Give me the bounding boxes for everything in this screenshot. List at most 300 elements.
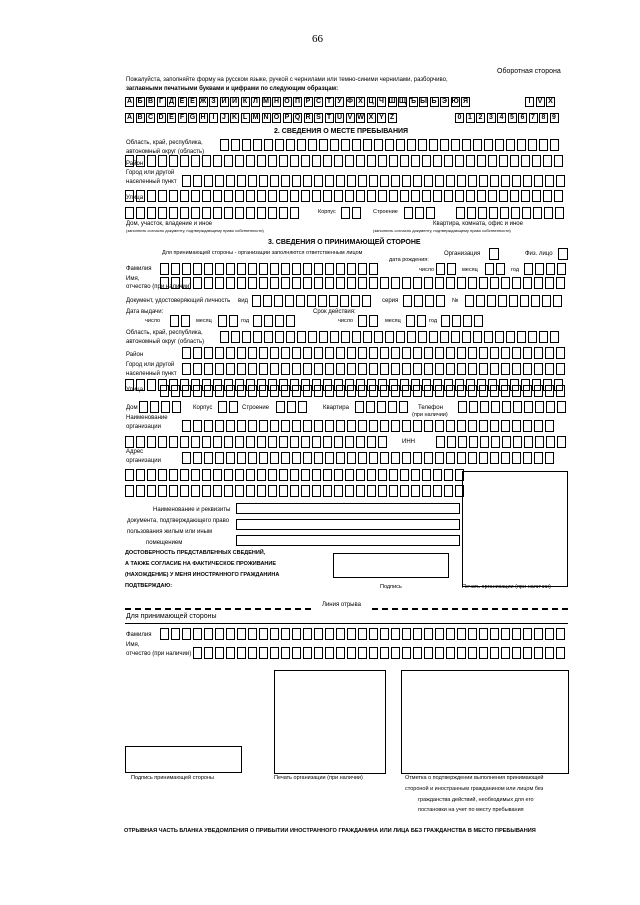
char-cell[interactable]: [391, 385, 400, 397]
char-cell[interactable]: [418, 331, 427, 343]
char-cell[interactable]: [400, 155, 409, 167]
char-cell[interactable]: [264, 331, 273, 343]
char-cell[interactable]: [512, 363, 521, 375]
char-cell[interactable]: [484, 139, 493, 151]
char-cell[interactable]: [534, 628, 543, 640]
char-cell[interactable]: [468, 175, 477, 187]
char-cell[interactable]: [435, 363, 444, 375]
char-cell[interactable]: [523, 277, 532, 289]
char-cell[interactable]: [286, 315, 295, 327]
char-cell[interactable]: [303, 363, 312, 375]
char-cell[interactable]: [380, 175, 389, 187]
char-cell[interactable]: [347, 420, 356, 432]
char-cell[interactable]: [521, 190, 530, 202]
char-cell[interactable]: [513, 401, 522, 413]
char-cell[interactable]: [215, 452, 224, 464]
tear-mark-box[interactable]: [401, 670, 569, 774]
tear-org-stamp-box[interactable]: [274, 670, 386, 774]
char-cell[interactable]: [358, 420, 367, 432]
char-cell[interactable]: [369, 628, 378, 640]
char-cell[interactable]: [435, 277, 444, 289]
char-cell[interactable]: [400, 190, 409, 202]
char-cell[interactable]: [147, 155, 156, 167]
char-cell[interactable]: [341, 207, 350, 219]
char-cell[interactable]: [160, 628, 169, 640]
s2-building-field[interactable]: [341, 207, 363, 219]
char-cell[interactable]: [325, 263, 334, 275]
char-cell[interactable]: [524, 263, 533, 275]
char-cell[interactable]: [550, 139, 559, 151]
char-cell[interactable]: [229, 401, 238, 413]
char-cell[interactable]: [270, 420, 279, 432]
char-cell[interactable]: [543, 190, 552, 202]
char-cell[interactable]: [248, 420, 257, 432]
s3-name-field[interactable]: [160, 277, 567, 289]
char-cell[interactable]: [457, 420, 466, 432]
char-cell[interactable]: [215, 628, 224, 640]
char-cell[interactable]: [303, 628, 312, 640]
char-cell[interactable]: [544, 207, 553, 219]
char-cell[interactable]: [290, 190, 299, 202]
char-cell[interactable]: [224, 436, 233, 448]
tear-surname-field[interactable]: [160, 628, 567, 640]
char-cell[interactable]: [465, 295, 474, 307]
char-cell[interactable]: [345, 190, 354, 202]
char-cell[interactable]: [237, 277, 246, 289]
char-cell[interactable]: [235, 155, 244, 167]
char-cell[interactable]: [204, 628, 213, 640]
char-cell[interactable]: [534, 420, 543, 432]
char-cell[interactable]: [369, 420, 378, 432]
char-cell[interactable]: [462, 139, 471, 151]
char-cell[interactable]: [479, 628, 488, 640]
char-cell[interactable]: [435, 420, 444, 432]
char-cell[interactable]: [158, 485, 167, 497]
char-cell[interactable]: [546, 436, 555, 448]
char-cell[interactable]: [546, 263, 555, 275]
char-cell[interactable]: [523, 628, 532, 640]
char-cell[interactable]: [224, 190, 233, 202]
char-cell[interactable]: [533, 207, 542, 219]
char-cell[interactable]: [523, 363, 532, 375]
char-cell[interactable]: [378, 190, 387, 202]
tear-name-field[interactable]: [193, 647, 567, 659]
char-cell[interactable]: [523, 347, 532, 359]
char-cell[interactable]: [259, 363, 268, 375]
char-cell[interactable]: [325, 452, 334, 464]
char-cell[interactable]: [479, 420, 488, 432]
char-cell[interactable]: [509, 295, 518, 307]
char-cell[interactable]: [473, 331, 482, 343]
char-cell[interactable]: [535, 436, 544, 448]
char-cell[interactable]: [556, 175, 565, 187]
char-cell[interactable]: [444, 485, 453, 497]
char-cell[interactable]: [506, 331, 515, 343]
char-cell[interactable]: [396, 139, 405, 151]
char-cell[interactable]: [303, 420, 312, 432]
char-cell[interactable]: [413, 277, 422, 289]
char-cell[interactable]: [424, 420, 433, 432]
char-cell[interactable]: [301, 190, 310, 202]
char-cell[interactable]: [478, 207, 487, 219]
char-cell[interactable]: [235, 436, 244, 448]
char-cell[interactable]: [480, 401, 489, 413]
char-cell[interactable]: [158, 155, 167, 167]
char-cell[interactable]: [466, 190, 475, 202]
char-cell[interactable]: [235, 485, 244, 497]
char-cell[interactable]: [136, 207, 145, 219]
char-cell[interactable]: [403, 295, 412, 307]
char-cell[interactable]: [334, 155, 343, 167]
char-cell[interactable]: [279, 155, 288, 167]
char-cell[interactable]: [171, 263, 180, 275]
s3-orgname-field[interactable]: [182, 420, 556, 432]
s3-id-kind-field[interactable]: [252, 295, 373, 307]
char-cell[interactable]: [358, 628, 367, 640]
char-cell[interactable]: [290, 485, 299, 497]
char-cell[interactable]: [490, 628, 499, 640]
char-cell[interactable]: [402, 277, 411, 289]
char-cell[interactable]: [226, 363, 235, 375]
char-cell[interactable]: [501, 420, 510, 432]
char-cell[interactable]: [323, 190, 332, 202]
char-cell[interactable]: [204, 385, 213, 397]
char-cell[interactable]: [286, 139, 295, 151]
char-cell[interactable]: [325, 385, 334, 397]
char-cell[interactable]: [435, 452, 444, 464]
char-cell[interactable]: [296, 295, 305, 307]
char-cell[interactable]: [422, 190, 431, 202]
char-cell[interactable]: [172, 401, 181, 413]
char-cell[interactable]: [213, 485, 222, 497]
char-cell[interactable]: [325, 420, 334, 432]
char-cell[interactable]: [441, 315, 450, 327]
char-cell[interactable]: [226, 385, 235, 397]
char-cell[interactable]: [531, 295, 540, 307]
char-cell[interactable]: [330, 139, 339, 151]
char-cell[interactable]: [477, 190, 486, 202]
char-cell[interactable]: [351, 295, 360, 307]
char-cell[interactable]: [378, 485, 387, 497]
s3-valid-day-field[interactable]: [358, 315, 380, 327]
char-cell[interactable]: [521, 155, 530, 167]
char-cell[interactable]: [252, 295, 261, 307]
char-cell[interactable]: [218, 315, 227, 327]
char-cell[interactable]: [436, 436, 445, 448]
s3-issue-month-field[interactable]: [218, 315, 240, 327]
char-cell[interactable]: [257, 436, 266, 448]
char-cell[interactable]: [496, 263, 505, 275]
char-cell[interactable]: [502, 436, 511, 448]
char-cell[interactable]: [444, 155, 453, 167]
s3-req-field-1[interactable]: [236, 503, 460, 514]
char-cell[interactable]: [402, 452, 411, 464]
s3-org-stamp-box[interactable]: [462, 471, 568, 587]
char-cell[interactable]: [231, 331, 240, 343]
char-cell[interactable]: [363, 139, 372, 151]
char-cell[interactable]: [490, 175, 499, 187]
char-cell[interactable]: [220, 331, 229, 343]
char-cell[interactable]: [378, 436, 387, 448]
char-cell[interactable]: [391, 363, 400, 375]
char-cell[interactable]: [468, 277, 477, 289]
char-cell[interactable]: [147, 379, 156, 391]
char-cell[interactable]: [193, 175, 202, 187]
char-cell[interactable]: [213, 155, 222, 167]
char-cell[interactable]: [391, 420, 400, 432]
char-cell[interactable]: [246, 190, 255, 202]
char-cell[interactable]: [242, 139, 251, 151]
char-cell[interactable]: [224, 485, 233, 497]
char-cell[interactable]: [213, 190, 222, 202]
char-cell[interactable]: [336, 452, 345, 464]
char-cell[interactable]: [226, 263, 235, 275]
char-cell[interactable]: [467, 207, 476, 219]
s3-apartment-field[interactable]: [355, 401, 410, 413]
char-cell[interactable]: [545, 385, 554, 397]
char-cell[interactable]: [268, 485, 277, 497]
char-cell[interactable]: [413, 628, 422, 640]
char-cell[interactable]: [534, 452, 543, 464]
char-cell[interactable]: [358, 175, 367, 187]
char-cell[interactable]: [455, 155, 464, 167]
char-cell[interactable]: [545, 175, 554, 187]
char-cell[interactable]: [268, 469, 277, 481]
char-cell[interactable]: [501, 628, 510, 640]
char-cell[interactable]: [345, 469, 354, 481]
char-cell[interactable]: [281, 263, 290, 275]
char-cell[interactable]: [534, 363, 543, 375]
char-cell[interactable]: [545, 452, 554, 464]
s3-orgaddr-field[interactable]: [182, 452, 556, 464]
char-cell[interactable]: [490, 420, 499, 432]
s3-dob-month-field[interactable]: [485, 263, 507, 275]
char-cell[interactable]: [213, 207, 222, 219]
char-cell[interactable]: [281, 277, 290, 289]
char-cell[interactable]: [323, 436, 332, 448]
char-cell[interactable]: [246, 469, 255, 481]
char-cell[interactable]: [193, 263, 202, 275]
char-cell[interactable]: [312, 190, 321, 202]
char-cell[interactable]: [303, 175, 312, 187]
char-cell[interactable]: [281, 175, 290, 187]
char-cell[interactable]: [312, 155, 321, 167]
char-cell[interactable]: [367, 485, 376, 497]
char-cell[interactable]: [215, 647, 224, 659]
char-cell[interactable]: [556, 347, 565, 359]
char-cell[interactable]: [202, 485, 211, 497]
char-cell[interactable]: [345, 155, 354, 167]
char-cell[interactable]: [323, 485, 332, 497]
char-cell[interactable]: [510, 190, 519, 202]
char-cell[interactable]: [275, 315, 284, 327]
char-cell[interactable]: [264, 139, 273, 151]
char-cell[interactable]: [367, 469, 376, 481]
char-cell[interactable]: [402, 628, 411, 640]
char-cell[interactable]: [446, 385, 455, 397]
s3-house-field[interactable]: [139, 401, 183, 413]
char-cell[interactable]: [446, 347, 455, 359]
char-cell[interactable]: [424, 647, 433, 659]
char-cell[interactable]: [182, 363, 191, 375]
char-cell[interactable]: [433, 469, 442, 481]
char-cell[interactable]: [468, 347, 477, 359]
char-cell[interactable]: [242, 331, 251, 343]
char-cell[interactable]: [474, 315, 483, 327]
char-cell[interactable]: [462, 331, 471, 343]
char-cell[interactable]: [281, 628, 290, 640]
char-cell[interactable]: [366, 401, 375, 413]
char-cell[interactable]: [259, 347, 268, 359]
char-cell[interactable]: [226, 628, 235, 640]
char-cell[interactable]: [318, 295, 327, 307]
char-cell[interactable]: [191, 485, 200, 497]
char-cell[interactable]: [224, 155, 233, 167]
s3-signature-box[interactable]: [333, 553, 449, 578]
char-cell[interactable]: [400, 469, 409, 481]
char-cell[interactable]: [457, 277, 466, 289]
char-cell[interactable]: [539, 139, 548, 151]
char-cell[interactable]: [452, 315, 461, 327]
char-cell[interactable]: [391, 175, 400, 187]
char-cell[interactable]: [215, 420, 224, 432]
char-cell[interactable]: [490, 347, 499, 359]
char-cell[interactable]: [215, 363, 224, 375]
char-cell[interactable]: [193, 385, 202, 397]
char-cell[interactable]: [334, 436, 343, 448]
char-cell[interactable]: [246, 436, 255, 448]
char-cell[interactable]: [534, 385, 543, 397]
char-cell[interactable]: [226, 277, 235, 289]
char-cell[interactable]: [292, 420, 301, 432]
char-cell[interactable]: [444, 190, 453, 202]
char-cell[interactable]: [191, 155, 200, 167]
char-cell[interactable]: [303, 647, 312, 659]
char-cell[interactable]: [253, 315, 262, 327]
char-cell[interactable]: [411, 469, 420, 481]
char-cell[interactable]: [274, 295, 283, 307]
char-cell[interactable]: [429, 331, 438, 343]
char-cell[interactable]: [347, 175, 356, 187]
char-cell[interactable]: [268, 190, 277, 202]
char-cell[interactable]: [426, 207, 435, 219]
char-cell[interactable]: [259, 277, 268, 289]
char-cell[interactable]: [498, 295, 507, 307]
char-cell[interactable]: [286, 331, 295, 343]
s3-org-checkbox[interactable]: [489, 248, 499, 260]
char-cell[interactable]: [237, 385, 246, 397]
char-cell[interactable]: [556, 628, 565, 640]
char-cell[interactable]: [193, 628, 202, 640]
char-cell[interactable]: [257, 190, 266, 202]
char-cell[interactable]: [457, 628, 466, 640]
s3-surname-field[interactable]: [160, 263, 380, 275]
char-cell[interactable]: [385, 139, 394, 151]
char-cell[interactable]: [160, 385, 169, 397]
char-cell[interactable]: [424, 363, 433, 375]
char-cell[interactable]: [325, 628, 334, 640]
char-cell[interactable]: [440, 331, 449, 343]
char-cell[interactable]: [125, 469, 134, 481]
char-cell[interactable]: [396, 331, 405, 343]
char-cell[interactable]: [171, 628, 180, 640]
char-cell[interactable]: [380, 452, 389, 464]
char-cell[interactable]: [237, 363, 246, 375]
char-cell[interactable]: [191, 207, 200, 219]
char-cell[interactable]: [413, 385, 422, 397]
char-cell[interactable]: [268, 436, 277, 448]
char-cell[interactable]: [281, 385, 290, 397]
char-cell[interactable]: [308, 331, 317, 343]
char-cell[interactable]: [193, 647, 202, 659]
char-cell[interactable]: [406, 315, 415, 327]
char-cell[interactable]: [447, 436, 456, 448]
char-cell[interactable]: [279, 190, 288, 202]
char-cell[interactable]: [556, 277, 565, 289]
char-cell[interactable]: [436, 295, 445, 307]
char-cell[interactable]: [388, 401, 397, 413]
char-cell[interactable]: [312, 436, 321, 448]
char-cell[interactable]: [557, 436, 566, 448]
char-cell[interactable]: [158, 469, 167, 481]
char-cell[interactable]: [512, 628, 521, 640]
char-cell[interactable]: [534, 647, 543, 659]
char-cell[interactable]: [237, 420, 246, 432]
char-cell[interactable]: [347, 277, 356, 289]
char-cell[interactable]: [301, 485, 310, 497]
char-cell[interactable]: [402, 363, 411, 375]
char-cell[interactable]: [463, 315, 472, 327]
char-cell[interactable]: [512, 175, 521, 187]
char-cell[interactable]: [270, 363, 279, 375]
char-cell[interactable]: [524, 436, 533, 448]
char-cell[interactable]: [259, 628, 268, 640]
char-cell[interactable]: [345, 485, 354, 497]
char-cell[interactable]: [345, 436, 354, 448]
char-cell[interactable]: [380, 628, 389, 640]
char-cell[interactable]: [336, 175, 345, 187]
char-cell[interactable]: [136, 436, 145, 448]
char-cell[interactable]: [285, 295, 294, 307]
char-cell[interactable]: [523, 452, 532, 464]
char-cell[interactable]: [501, 347, 510, 359]
char-cell[interactable]: [512, 347, 521, 359]
char-cell[interactable]: [347, 263, 356, 275]
s3-city-field[interactable]: [182, 363, 567, 375]
char-cell[interactable]: [447, 263, 456, 275]
char-cell[interactable]: [259, 385, 268, 397]
char-cell[interactable]: [358, 277, 367, 289]
char-cell[interactable]: [347, 347, 356, 359]
char-cell[interactable]: [402, 420, 411, 432]
char-cell[interactable]: [413, 347, 422, 359]
char-cell[interactable]: [458, 401, 467, 413]
char-cell[interactable]: [457, 175, 466, 187]
char-cell[interactable]: [512, 385, 521, 397]
char-cell[interactable]: [436, 263, 445, 275]
char-cell[interactable]: [215, 277, 224, 289]
char-cell[interactable]: [557, 401, 566, 413]
char-cell[interactable]: [292, 628, 301, 640]
s2-city-field[interactable]: [182, 175, 567, 187]
char-cell[interactable]: [136, 469, 145, 481]
char-cell[interactable]: [517, 139, 526, 151]
char-cell[interactable]: [270, 385, 279, 397]
char-cell[interactable]: [334, 485, 343, 497]
char-cell[interactable]: [301, 469, 310, 481]
char-cell[interactable]: [279, 485, 288, 497]
char-cell[interactable]: [215, 385, 224, 397]
